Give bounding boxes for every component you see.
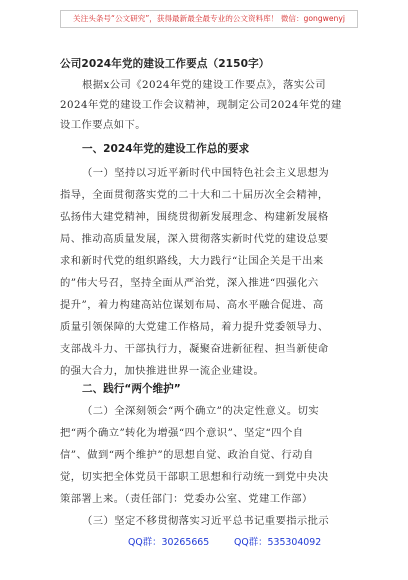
paragraph-line: 求和新时代党的组织路线，大力践行“让国企关是干出来 [60,255,324,267]
paragraph-line: 质量引领保障的大党建工作格局，着力提升党委领导力、 [60,321,329,333]
paragraph-line: 支部战斗力、干部执行力，凝聚奋进新征程、担当新使命 [60,343,329,355]
paragraph-line: 策部署上来。（责任部门：党委办公室、党建工作部） [60,493,313,505]
section-heading-2: 二、践行“两个维护” [82,383,181,395]
paragraph-line: 的强大合力，加快推进世界一流企业建设。 [60,365,265,377]
intro-line: 设工作要点如下。 [60,119,146,131]
paragraph-line: 局、推动高质量发展，深入贯彻落实新时代党的建设总要 [60,233,329,245]
paragraph-line: 指导，全面贯彻落实党的二十大和二十届历次全会精神， [60,189,329,201]
paragraph-line: 的”伟大号召，坚持全面从严治党，深入推进“四强化六 [60,277,319,289]
section-heading-1: 一、2024年党的建设工作总的要求 [82,143,250,155]
document-title: 公司2024年党的建设工作要点（2150字） [60,58,270,70]
paragraph-line: 弘扬伟大建党精神，围绕贯彻新发展理念、构建新发展格 [60,211,329,223]
paragraph-line: 信”、做到“两个维护”的思想自觉、政治自觉、行动自 [60,449,314,461]
paragraph-line: （二）全深刻领会“两个确立”的决定性意义。切实 [82,405,320,417]
paragraph-line: 提升”，着力构建高站位谋划布局、高水平融合促进、高 [60,299,324,311]
footer-qq-group-2: QQ群：535304092 [234,537,322,548]
paragraph-line: 把“两个确立”转化为增强“四个意识”、坚定“四个自 [60,427,304,439]
paragraph-line: 觉，切实把全体党员干部职工思想和行动统一到党中央决 [60,471,329,483]
intro-line: 根据x公司《2024年党的建设工作要点》，落实公司 [82,79,327,91]
paragraph-line: （一）坚持以习近平新时代中国特色社会主义思想为 [82,167,330,179]
footer-qq-group-1: QQ群：30265665 [128,537,210,548]
promo-banner: 关注头条号“公文研究”，获得最新最全最专业的公文资料库！ 微信：gongwenyj [60,10,358,28]
paragraph-line: （三）坚定不移贯彻落实习近平总书记重要指示批示 [82,515,330,527]
intro-line: 2024年党的建设工作会议精神，现制定公司2024年党的建 [60,99,342,111]
